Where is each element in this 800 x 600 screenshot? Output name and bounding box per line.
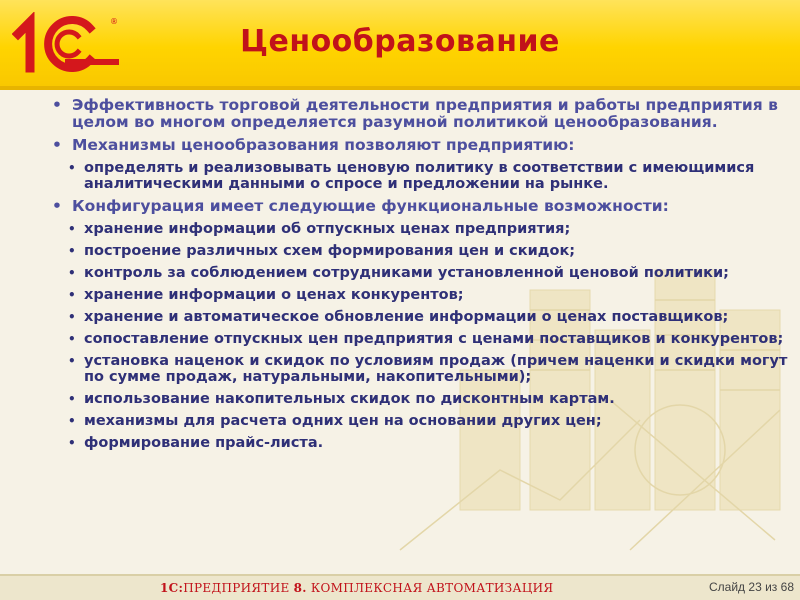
bullet-item <box>50 97 795 131</box>
bullet-text: сопоставление отпускных цен предприятия с ценами поставщиков и конкурентов; <box>84 331 784 347</box>
slide-title: Ценообразование <box>240 24 560 59</box>
bullet-text: формирование прайс-листа. <box>84 435 324 451</box>
bullet-text: Эффективность торговой деятельности предприятия и работы предприятия в целом во многом определяется разумной политикой ценообразования. <box>72 96 778 131</box>
bullet-list <box>50 97 795 457</box>
bullet-marker-icon: • <box>68 354 76 368</box>
bullet-text: контроль за соблюдением сотрудниками установленной ценовой политики; <box>84 265 729 281</box>
sub-bullet-item <box>50 221 795 237</box>
footer-version: 8. <box>293 581 307 595</box>
bullet-text: хранение информации о ценах конкурентов; <box>84 287 464 303</box>
sub-bullet-item <box>50 265 795 281</box>
header-divider <box>0 86 800 90</box>
sub-bullet-item <box>50 435 795 451</box>
bullet-text: Механизмы ценообразования позволяют предприятию: <box>72 136 575 154</box>
sub-bullet-item <box>50 391 795 407</box>
slide-counter-total: 68 <box>780 580 794 594</box>
sub-bullet-item <box>50 160 795 192</box>
footer-tagline: КОМПЛЕКСНАЯ АВТОМАТИЗАЦИЯ <box>306 581 554 595</box>
bullet-item <box>50 137 795 154</box>
bullet-marker-icon: • <box>68 266 76 280</box>
slide-counter <box>709 580 794 594</box>
bullet-text: механизмы для расчета одних цен на основании других цен; <box>84 413 602 429</box>
slide-counter-prefix: Слайд <box>709 580 749 594</box>
bullet-marker-icon: • <box>68 161 76 175</box>
bullet-text: установка наценок и скидок по условиям продаж (причем наценки и скидки могут по сумме продаж, натуральными, накопительными); <box>84 353 788 385</box>
sub-bullet-item <box>50 243 795 259</box>
bullet-marker-icon: • <box>68 332 76 346</box>
bullet-item <box>50 198 795 215</box>
bullet-marker-icon: • <box>68 222 76 236</box>
footer-product: ПРЕДПРИЯТИЕ <box>183 581 294 595</box>
footer-divider <box>0 574 800 576</box>
bullet-marker-icon: • <box>52 197 62 215</box>
sub-bullet-item <box>50 331 795 347</box>
footer-brand <box>160 581 553 595</box>
bullet-marker-icon: • <box>68 414 76 428</box>
sub-bullet-item <box>50 413 795 429</box>
footer-brand-1c: 1С: <box>160 581 184 595</box>
bullet-text: построение различных схем формирования цен и скидок; <box>84 243 576 259</box>
bullet-text: использование накопительных скидок по дисконтным картам. <box>84 391 615 407</box>
bullet-marker-icon: • <box>52 96 62 114</box>
bullet-text: хранение и автоматическое обновление информации о ценах поставщиков; <box>84 309 729 325</box>
svg-text:®: ® <box>110 17 118 26</box>
bullet-text: Конфигурация имеет следующие функциональные возможности: <box>72 197 669 215</box>
bullet-marker-icon: • <box>68 310 76 324</box>
slide-counter-separator: из <box>761 580 781 594</box>
sub-bullet-item <box>50 287 795 303</box>
bullet-text: определять и реализовывать ценовую политику в соответствии с имеющимися аналитическими данными о спросе и предложении на рынке. <box>84 160 755 192</box>
bullet-marker-icon: • <box>68 392 76 406</box>
bullet-text: хранение информации об отпускных ценах предприятия; <box>84 221 571 237</box>
bullet-marker-icon: • <box>68 288 76 302</box>
sub-bullet-item <box>50 309 795 325</box>
slide-counter-current: 23 <box>748 580 762 594</box>
bullet-marker-icon: • <box>52 136 62 154</box>
bullet-marker-icon: • <box>68 436 76 450</box>
sub-bullet-item <box>50 353 795 385</box>
bullet-marker-icon: • <box>68 244 76 258</box>
